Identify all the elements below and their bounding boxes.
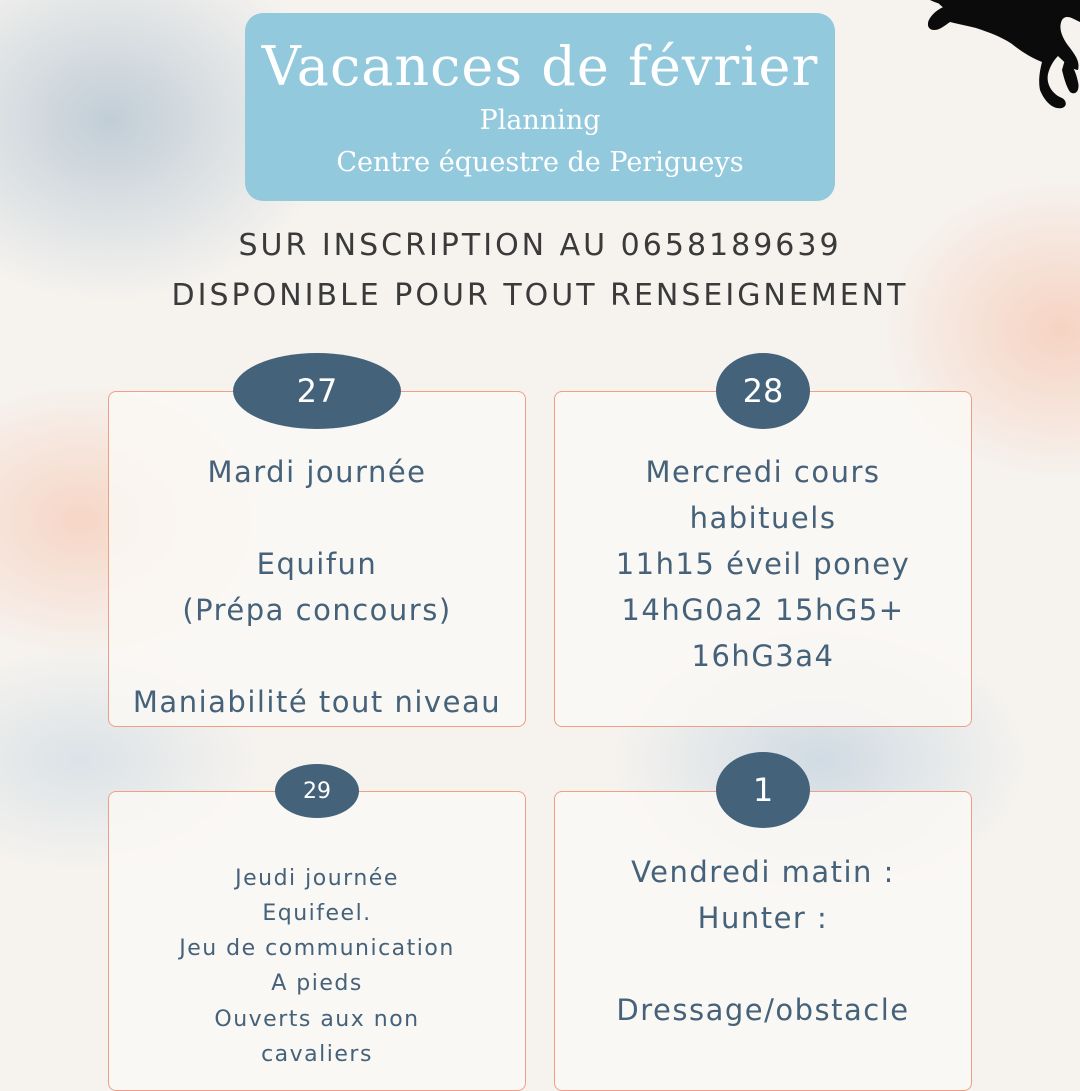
day-28-line-4: 14hG0a2 15hG5+ <box>621 593 905 627</box>
page-title: Vacances de février <box>261 35 819 98</box>
day-29-line-2: Equifeel. <box>262 901 372 926</box>
day-29-line-3: Jeu de communication <box>179 936 455 961</box>
day-1-line-4: Dressage/obstacle <box>616 993 910 1027</box>
day-badge-1: 1 <box>716 752 810 828</box>
day-badge-28: 28 <box>716 353 810 429</box>
day-1-line-2: Hunter : <box>697 901 829 935</box>
info-availability: DISPONIBLE POUR TOUT RENSEIGNEMENT <box>171 278 909 313</box>
day-27-line-4: (Prépa concours) <box>182 593 452 627</box>
day-28-line-2: habituels <box>689 501 837 535</box>
day-card-1 <box>554 791 972 1091</box>
day-29-line-4: A pieds <box>271 971 363 996</box>
day-27-line-6: Maniabilité tout niveau <box>132 685 502 719</box>
day-27-line-1: Mardi journée <box>207 455 427 489</box>
registration-phone: SUR INSCRIPTION AU 0658189639 <box>238 228 842 263</box>
day-1-line-1: Vendredi matin : <box>631 855 895 889</box>
day-29-line-1: Jeudi journée <box>235 866 399 891</box>
header-subtitle-planning: Planning <box>479 105 601 136</box>
day-badge-29: 29 <box>275 764 359 818</box>
day-badge-27: 27 <box>233 353 401 429</box>
header-banner <box>245 13 835 201</box>
horse-silhouette-icon <box>840 0 1080 115</box>
day-27-line-3: Equifun <box>256 547 378 581</box>
day-28-line-3: 11h15 éveil poney <box>615 547 911 581</box>
day-28-line-5: 16hG3a4 <box>691 639 835 673</box>
day-29-line-6: cavaliers <box>261 1042 373 1067</box>
day-28-line-1: Mercredi cours <box>645 455 881 489</box>
header-subtitle-center: Centre équestre de Perigueys <box>336 147 744 178</box>
day-29-line-5: Ouverts aux non <box>214 1007 420 1032</box>
